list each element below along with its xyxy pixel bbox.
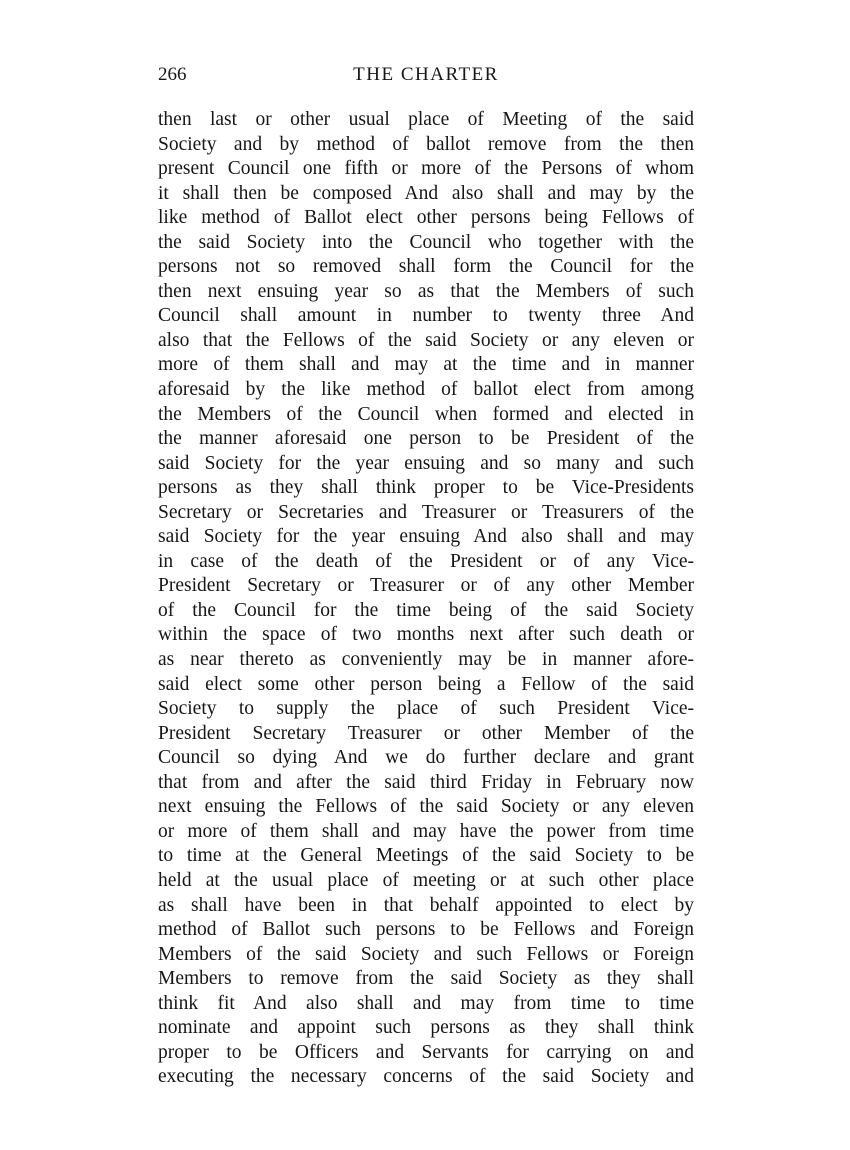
text-line: Members to remove from the said Society as they shall (158, 968, 694, 990)
text-line: Members of the said Society and such Fellows or Foreign (158, 943, 694, 965)
text-line: Council shall amount in number to twenty three And (158, 305, 694, 327)
text-line: next ensuing the Fellows of the said Society or any eleven (158, 796, 694, 818)
text-line: method of Ballot such persons to be Fellows and Foreign (158, 919, 694, 941)
text-line: like method of Ballot elect other persons being Fellows of (158, 207, 694, 229)
page-number: 266 (158, 64, 187, 85)
text-line: persons as they shall think proper to be Vice-Presidents (158, 477, 694, 499)
text-line: held at the usual place of meeting or at such other place (158, 869, 694, 891)
text-line: it shall then be composed And also shall and may by the (158, 182, 694, 204)
text-line: Society and by method of ballot remove from the then (158, 133, 694, 155)
text-line: then last or other usual place of Meeting of the said (158, 109, 694, 130)
text-line: persons not so removed shall form the Council for the (158, 256, 694, 278)
text-line: the Members of the Council when formed and elected in (158, 403, 694, 425)
text-line: as shall have been in that behalf appointed to elect by (158, 894, 694, 916)
text-line: said elect some other person being a Fellow of the said (158, 673, 694, 695)
body-text (158, 108, 694, 1090)
text-line: Secretary or Secretaries and Treasurer or Treasurers of the (158, 501, 694, 523)
text-line: Council so dying And we do further declare and grant (158, 747, 694, 769)
text-line: executing the necessary concerns of the said Society and (158, 1066, 694, 1088)
text-line: more of them shall and may at the time and in manner (158, 354, 694, 376)
text-line: Society to supply the place of such President Vice- (158, 698, 694, 720)
text-line: said Society for the year ensuing and so many and such (158, 452, 694, 474)
text-line: President Secretary or Treasurer or of any other Member (158, 575, 694, 597)
text-line: the manner aforesaid one person to be President of the (158, 428, 694, 450)
text-line: in case of the death of the President or of any Vice- (158, 550, 694, 572)
text-line: to time at the General Meetings of the said Society to be (158, 845, 694, 867)
text-line: also that the Fellows of the said Society or any eleven or (158, 329, 694, 351)
text-line: the said Society into the Council who together with the (158, 231, 694, 253)
text-line: said Society for the year ensuing And also shall and may (158, 526, 694, 548)
text-line: aforesaid by the like method of ballot elect from among (158, 379, 694, 401)
text-line: then next ensuing year so as that the Members of such (158, 280, 694, 302)
text-line: as near thereto as conveniently may be in manner afore- (158, 649, 694, 671)
text-line: present Council one fifth or more of the Persons of whom (158, 158, 694, 180)
text-line: proper to be Officers and Servants for carrying on and (158, 1041, 694, 1063)
text-line: President Secretary Treasurer or other Member of the (158, 722, 694, 744)
text-line: nominate and appoint such persons as they shall think (158, 1017, 694, 1039)
text-line: within the space of two months next after such death or (158, 624, 694, 646)
text-line: think fit And also shall and may from time to time (158, 992, 694, 1014)
text-line: of the Council for the time being of the said Society (158, 599, 694, 621)
running-head (158, 62, 694, 88)
running-title: THE CHARTER (353, 64, 499, 85)
text-line: or more of them shall and may have the power from time (158, 820, 694, 842)
text-line: that from and after the said third Friday in February now (158, 771, 694, 793)
